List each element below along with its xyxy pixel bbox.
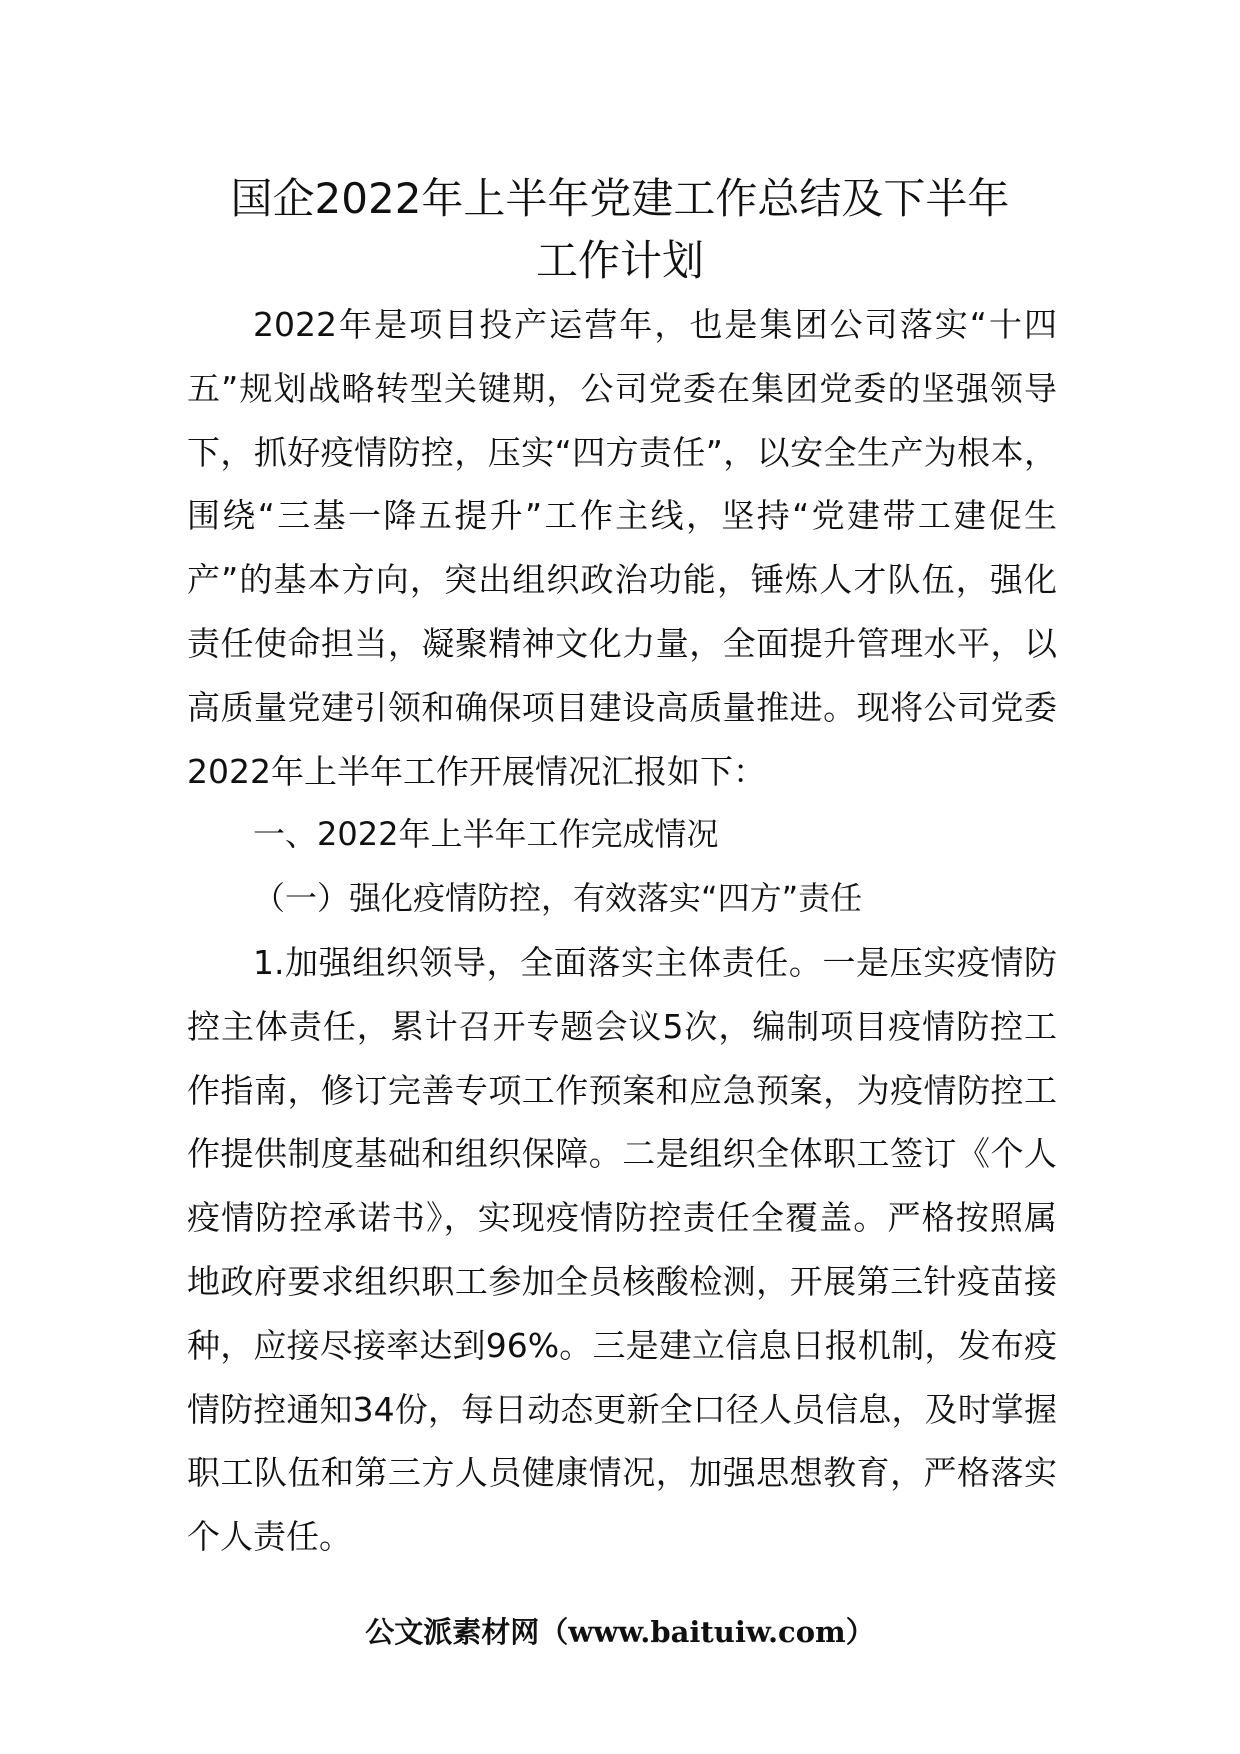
title-line-2: 工作计划 bbox=[535, 236, 704, 285]
document-body bbox=[187, 293, 1057, 1569]
body-paragraph-1: 1.加强组织领导，全面落实主体责任。一是压实疫情防控主体责任，累计召开专题会议5次，编制项目疫情防控工作指南，修订完善专项工作预案和应急预案，为疫情防控工作提供制度基础和组织保障。二是组织全体职工签订《个人疫情防控承诺书》，实现疫情防控责任全覆盖。严格按照属地政府要求组织职工参加全员核酸检测，开展第三针疫苗接种，应接尽接率达到96%。三是建立信息日报机制，发布疫情防控通知34份，每日动态更新全口径人员信息，及时掌握职工队伍和第三方人员健康情况，加强思想教育，严格落实个人责任。 bbox=[187, 942, 1057, 1557]
document-title bbox=[150, 168, 1090, 292]
title-line-1: 国企2022年上半年党建工作总结及下半年 bbox=[230, 174, 1010, 223]
watermark-footer: 公文派素材网（www.baituiw.com） bbox=[365, 1615, 875, 1649]
subsection-heading-1: （一）强化疫情防控，有效落实“四方”责任 bbox=[253, 879, 863, 918]
section-heading-1: 一、2022年上半年工作完成情况 bbox=[253, 815, 719, 854]
intro-paragraph: 2022年是项目投产运营年，也是集团公司落实“十四五”规划战略转型关键期，公司党委在集团党委的坚强领导下，抓好疫情防控，压实“四方责任”，以安全生产为根本，围绕“三基一降五提升”工作主线，坚持“党建带工建促生产”的基本方向，突出组织政治功能，锤炼人才队伍，强化责任使命担当，凝聚精神文化力量，全面提升管理水平，以高质量党建引领和确保项目建设高质量推进。现将公司党委2022年上半年工作开展情况汇报如下： bbox=[187, 305, 1057, 791]
